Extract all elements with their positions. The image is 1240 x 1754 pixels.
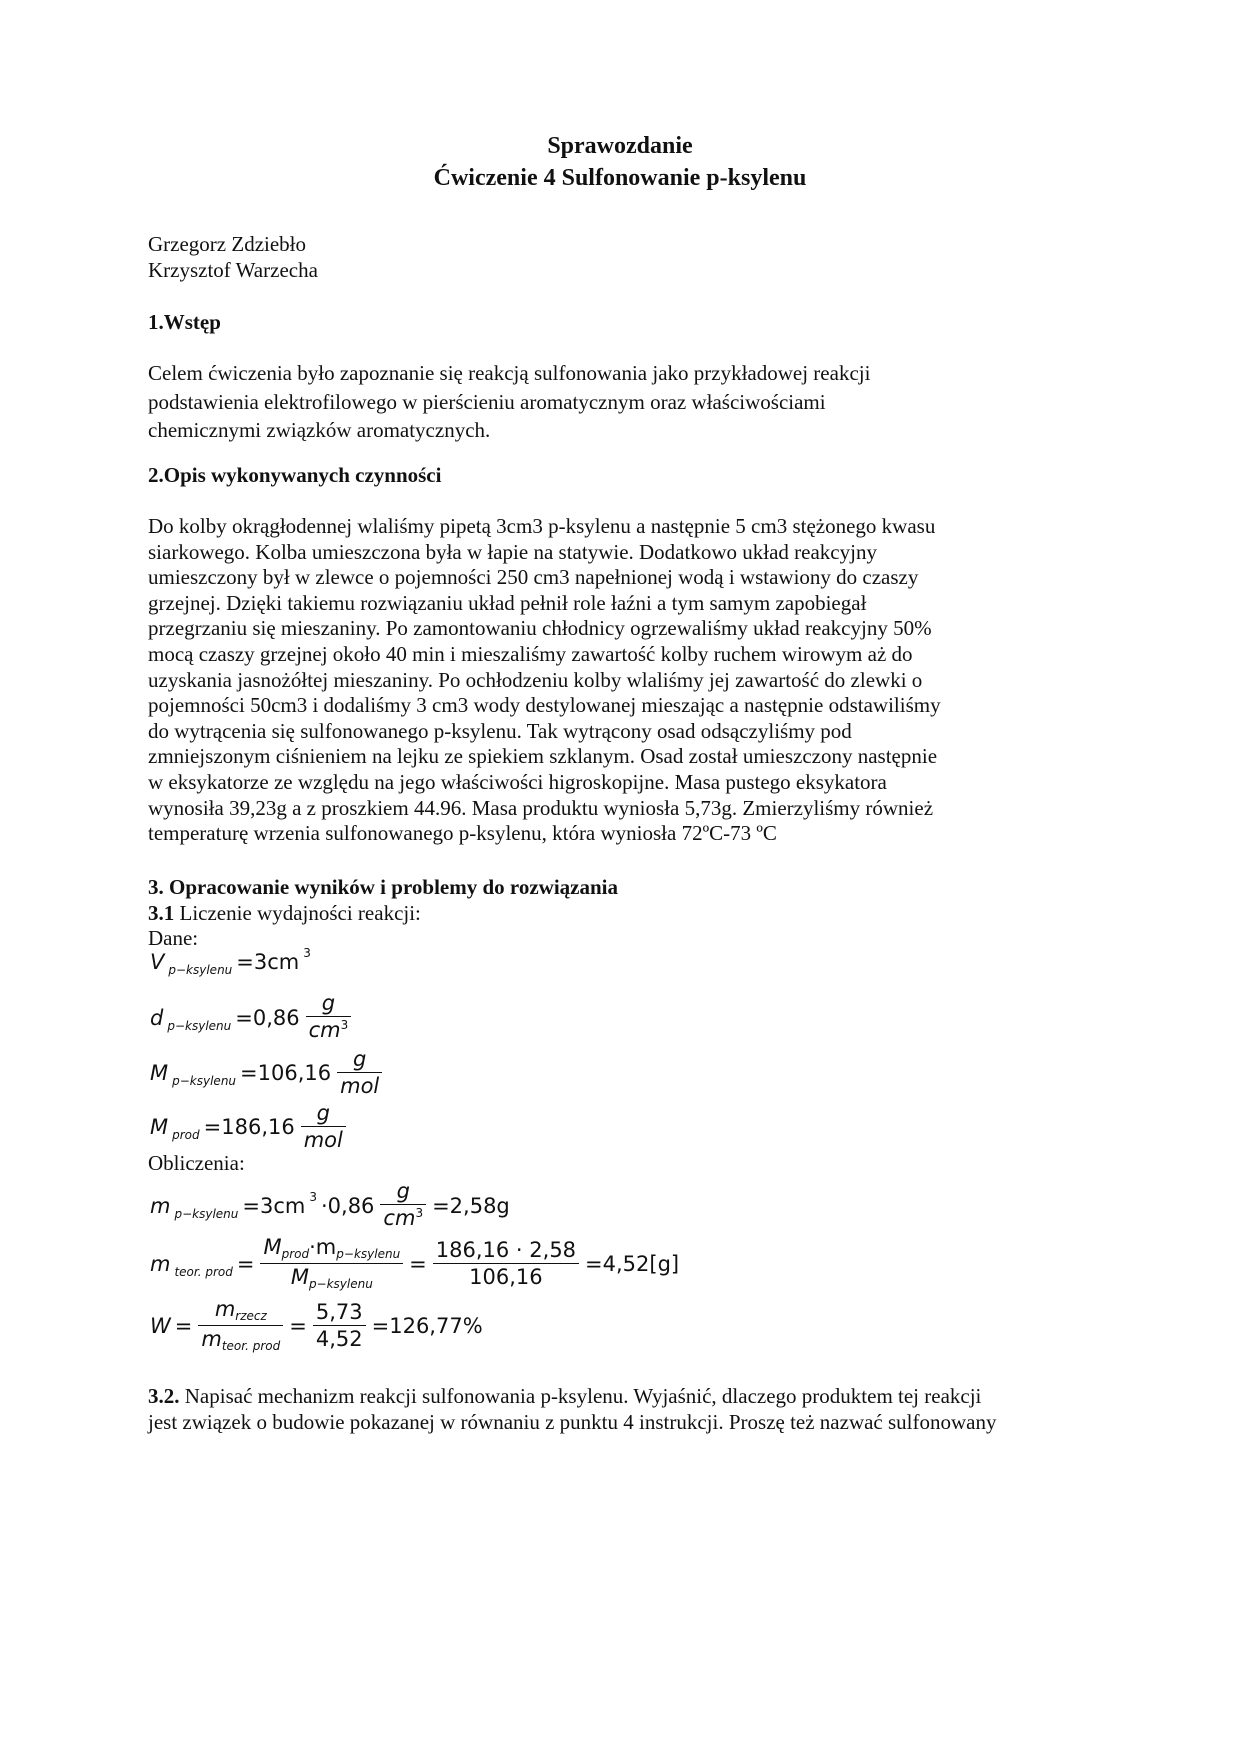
paragraph-line: zmniejszonym ciśnieniem na lejku ze spiekiem szklanym. Osad został umieszczony następnie [148, 744, 938, 769]
math-operator: = [236, 1251, 255, 1276]
subsection-3-2-line-1 [148, 1384, 981, 1409]
math-exponent: 3 [309, 1190, 317, 1204]
math-symbol: M [150, 1060, 169, 1085]
math-symbol: W [150, 1313, 171, 1338]
paragraph-line: do wytrącenia się sulfonowanego p-ksylenu. Tak wytrącony osad odsączyliśmy pod [148, 718, 852, 743]
math-subscript: p−ksylenu [174, 1207, 239, 1221]
math-symbol: ·m [309, 1235, 337, 1259]
math-value: =3cm [236, 950, 300, 974]
paragraph-line: w eksykatorze ze względu na jego właściwości higroskopijne. Masa pustego eksykatora [148, 769, 887, 794]
subsection-number: 3.1 [148, 901, 175, 925]
subsection-3-1 [148, 901, 421, 926]
section-3-heading: 3. Opracowanie wyników i problemy do rozwiązania [148, 875, 618, 899]
fraction-denominator: mol [340, 1074, 380, 1098]
math-subscript: prod [281, 1247, 310, 1261]
math-symbol: m [150, 1194, 171, 1218]
math-value: =186,16 [203, 1114, 295, 1139]
fraction-denominator: cm [383, 1206, 416, 1230]
paragraph-line: Do kolby okrągłodennej wlaliśmy pipetą 3cm3 p-ksylenu a następnie 5 cm3 stężonego kwasu [148, 514, 936, 538]
math-subscript: rzecz [235, 1309, 267, 1323]
equation-yield [150, 1296, 483, 1355]
math-value: =0,86 [235, 1006, 300, 1030]
paragraph-line: temperaturę wrzenia sulfonowanego p-ksylenu, która wyniosła 72ºC-73 ºC [148, 821, 777, 846]
paragraph-line: pojemności 50cm3 i dodaliśmy 3 cm3 wody destylowanej mieszając a następnie odstawiliśmy [148, 693, 941, 718]
math-subscript: prod [172, 1127, 200, 1142]
math-subscript: p−ksylenu [172, 1073, 237, 1088]
math-symbol: M [263, 1235, 282, 1259]
paragraph-line: podstawienia elektrofilowego w pierścieniu aromatycznym oraz właściwościami [148, 389, 826, 414]
math-value: =106,16 [240, 1060, 332, 1085]
math-symbol: m [214, 1297, 236, 1321]
document-title: Sprawozdanie [547, 133, 693, 159]
given-label: Dane: [148, 926, 199, 950]
math-exponent: 3 [303, 946, 311, 960]
paragraph-line: mocą czaszy grzejnej około 40 min i mieszaliśmy zawartość kolby ruchem wirowym aż do [148, 641, 913, 666]
equation-molar-mass-xylene [150, 1046, 384, 1099]
math-value: ·0,86 [320, 1194, 375, 1218]
paragraph-line: grzejnej. Dzięki takiemu rozwiązaniu układ pełnił role łaźni a tym samym zapobiegał [148, 590, 867, 615]
author-1: Grzegorz Zdziebło [148, 232, 307, 256]
paragraph-line: chemicznymi związków aromatycznych. [148, 418, 491, 443]
math-subscript: teor. prod [221, 1339, 281, 1353]
document-subtitle: Ćwiczenie 4 Sulfonowanie p-ksylenu [433, 165, 807, 191]
math-result: =4,52[g] [585, 1251, 680, 1276]
math-subscript: p−ksylenu [167, 1019, 232, 1033]
equation-density [150, 990, 353, 1046]
fraction-denominator: 106,16 [469, 1265, 543, 1289]
math-symbol: m [150, 1251, 171, 1276]
section-2-heading: 2.Opis wykonywanych czynności [148, 463, 442, 487]
math-fraction [198, 1296, 283, 1355]
subsection-3-2-line-2: jest związek o budowie pokazanej w równaniu z punktu 4 instrukcji. Proszę też nazwać sulfonowany [148, 1410, 997, 1434]
math-fraction [337, 1046, 382, 1099]
math-fraction [433, 1237, 579, 1290]
math-symbol: M [150, 1114, 169, 1139]
math-exponent: 3 [340, 1018, 349, 1032]
paragraph-line: Celem ćwiczenia było zapoznanie się reakcją sulfonowania jako przykładowej reakcji [148, 361, 871, 385]
section-2-paragraph [148, 514, 1108, 847]
math-result: =2,58g [432, 1194, 510, 1218]
fraction-numerator: g [301, 1100, 346, 1127]
math-operator: = [174, 1313, 193, 1338]
paragraph-line: uzyskania jasnożółtej mieszaniny. Po ochłodzeniu kolby wlaliśmy jej zawartość do zlewki o [148, 667, 923, 692]
equation-theoretical-mass [150, 1234, 679, 1293]
fraction-denominator: cm [308, 1018, 341, 1042]
section-1-paragraph [148, 361, 1108, 447]
math-subscript: teor. prod [174, 1264, 233, 1279]
paragraph-line: przegrzaniu się mieszaniny. Po zamontowaniu chłodnicy ogrzewaliśmy układ reakcyjny 50% [148, 616, 932, 641]
math-symbol: d [150, 1006, 164, 1030]
author-2: Krzysztof Warzecha [148, 258, 318, 282]
math-symbol: V [150, 950, 165, 974]
math-fraction [313, 1299, 366, 1352]
calc-label: Obliczenia: [148, 1151, 245, 1175]
paragraph-line: wynosiła 39,23g a z proszkiem 44.96. Masa produktu wyniosła 5,73g. Zmierzyliśmy również [148, 795, 934, 820]
math-exponent: 3 [415, 1206, 424, 1220]
math-fraction [301, 1100, 346, 1153]
math-operator: = [409, 1251, 427, 1276]
math-symbol: M [290, 1265, 309, 1289]
subsection-number: 3.2. [148, 1384, 180, 1408]
math-fraction [306, 990, 352, 1046]
math-result: =126,77% [371, 1313, 483, 1338]
fraction-numerator: g [306, 990, 352, 1017]
equation-volume [150, 946, 311, 977]
paragraph-line: siarkowego. Kolba umieszczona była w łapie na statywie. Dodatkowo układ reakcyjny [148, 539, 877, 564]
paragraph-line: umieszczony był w zlewce o pojemności 250 cm3 napełnionej wodą i wstawiony do czaszy [148, 565, 919, 590]
math-subscript: p−ksylenu [168, 963, 233, 977]
math-fraction [380, 1178, 426, 1234]
math-operator: = [289, 1313, 307, 1338]
math-subscript: p−ksylenu [336, 1247, 401, 1261]
math-symbol: m [201, 1327, 222, 1351]
subsection-text: Napisać mechanizm reakcji sulfonowania p-ksylenu. Wyjaśnić, dlaczego produktem tej reakcji [179, 1384, 982, 1408]
subsection-title: Liczenie wydajności reakcji: [174, 901, 421, 925]
fraction-numerator: g [380, 1178, 426, 1205]
section-1-heading: 1.Wstęp [148, 310, 221, 334]
math-value: =3cm [242, 1194, 306, 1218]
equation-molar-mass-product [150, 1100, 348, 1153]
fraction-numerator: g [337, 1046, 382, 1073]
fraction-denominator: mol [303, 1128, 343, 1152]
fraction-denominator: 4,52 [315, 1327, 363, 1351]
equation-mass-xylene [150, 1178, 510, 1234]
math-subscript: p−ksylenu [308, 1277, 373, 1291]
fraction-numerator: 186,16 · 2,58 [433, 1237, 579, 1264]
math-fraction [260, 1234, 403, 1293]
fraction-numerator: 5,73 [313, 1299, 366, 1326]
